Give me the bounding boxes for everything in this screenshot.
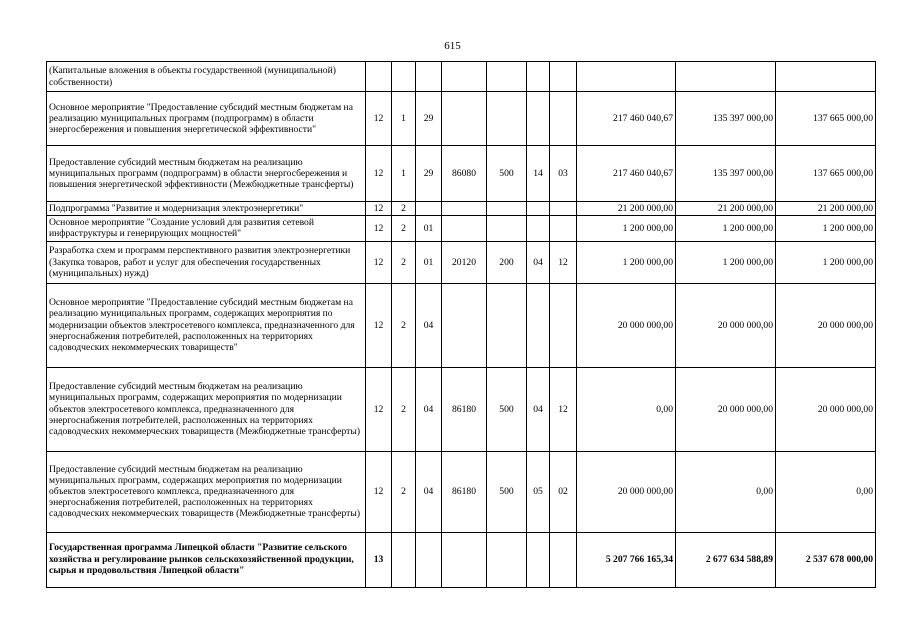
amount-year-3: 1 200 000,00 — [776, 241, 876, 283]
row-name: Предоставление субсидий местным бюджетам на реализацию муниципальных программ, содержащих мероприятия по модернизации объектов электросетевого комплекса, предназначенного для энергоснабжения потребителей, расположенных на территориях садоводческих некоммерческих товариществ (Межбюджетные трансферты) — [47, 367, 366, 451]
subprogram-code: 2 — [392, 241, 416, 283]
expense-type-code: 500 — [487, 451, 527, 532]
row-name: Предоставление субсидий местным бюджетам на реализацию муниципальных программ (подпрограмм) в области энергосбережения и повышения энергетической эффективности (Межбюджетные трансферты) — [47, 146, 366, 202]
amount-year-1: 20 000 000,00 — [577, 451, 676, 532]
table-row — [47, 367, 876, 451]
section-code — [527, 62, 550, 92]
amount-year-1: 20 000 000,00 — [577, 283, 676, 367]
expense-type-code — [487, 216, 527, 241]
section-code — [527, 202, 550, 216]
subsection-code — [550, 283, 577, 367]
expense-type-code: 500 — [487, 146, 527, 202]
section-code — [527, 216, 550, 241]
table-row — [47, 92, 876, 146]
subprogram-code: 1 — [392, 92, 416, 146]
program-code: 12 — [366, 216, 392, 241]
subsection-code: 12 — [550, 241, 577, 283]
table-row — [47, 241, 876, 283]
row-name: Основное мероприятие "Создание условий для развития сетевой инфраструктуры и генерирующих мощностей" — [47, 216, 366, 241]
expense-type-code: 500 — [487, 367, 527, 451]
row-name: Разработка схем и программ перспективного развития электроэнергетики (Закупка товаров, работ и услуг для обеспечения государственных (муниципальных) нужд) — [47, 241, 366, 283]
direction-code — [442, 62, 487, 92]
section-code: 05 — [527, 451, 550, 532]
direction-code — [442, 202, 487, 216]
table-row — [47, 146, 876, 202]
section-code: 04 — [527, 241, 550, 283]
direction-code — [442, 532, 487, 587]
expense-type-code: 200 — [487, 241, 527, 283]
event-code: 04 — [416, 367, 442, 451]
program-code — [366, 62, 392, 92]
amount-year-3: 1 200 000,00 — [776, 216, 876, 241]
event-code: 04 — [416, 451, 442, 532]
section-code — [527, 283, 550, 367]
amount-year-3: 2 537 678 000,00 — [776, 532, 876, 587]
subsection-code — [550, 216, 577, 241]
table-row — [47, 216, 876, 241]
subprogram-code — [392, 62, 416, 92]
direction-code: 86180 — [442, 451, 487, 532]
budget-table — [46, 61, 876, 588]
amount-year-2: 0,00 — [676, 451, 776, 532]
subprogram-code: 2 — [392, 283, 416, 367]
program-code: 12 — [366, 241, 392, 283]
section-code: 04 — [527, 367, 550, 451]
event-code: 04 — [416, 283, 442, 367]
amount-year-2: 20 000 000,00 — [676, 367, 776, 451]
expense-type-code — [487, 283, 527, 367]
amount-year-2: 135 397 000,00 — [676, 92, 776, 146]
expense-type-code — [487, 532, 527, 587]
subsection-code — [550, 62, 577, 92]
subsection-code: 02 — [550, 451, 577, 532]
program-code: 12 — [366, 92, 392, 146]
section-code: 14 — [527, 146, 550, 202]
expense-type-code — [487, 202, 527, 216]
subsection-code: 12 — [550, 367, 577, 451]
section-code — [527, 532, 550, 587]
subsection-code — [550, 202, 577, 216]
direction-code: 86080 — [442, 146, 487, 202]
expense-type-code — [487, 92, 527, 146]
program-code: 12 — [366, 283, 392, 367]
subprogram-code: 1 — [392, 146, 416, 202]
amount-year-1: 1 200 000,00 — [577, 216, 676, 241]
event-code: 01 — [416, 241, 442, 283]
row-name: Основное мероприятие "Предоставление субсидий местным бюджетам на реализацию муниципальных программ (подпрограмм) в области энергосбережения и повышения энергетической эффективности" — [47, 92, 366, 146]
amount-year-2: 20 000 000,00 — [676, 283, 776, 367]
expense-type-code — [487, 62, 527, 92]
subsection-code — [550, 92, 577, 146]
direction-code — [442, 92, 487, 146]
event-code: 01 — [416, 216, 442, 241]
direction-code: 20120 — [442, 241, 487, 283]
program-code: 12 — [366, 202, 392, 216]
amount-year-3: 21 200 000,00 — [776, 202, 876, 216]
amount-year-2 — [676, 62, 776, 92]
event-code — [416, 62, 442, 92]
event-code: 29 — [416, 146, 442, 202]
amount-year-2: 2 677 634 588,89 — [676, 532, 776, 587]
amount-year-3: 20 000 000,00 — [776, 283, 876, 367]
amount-year-3 — [776, 62, 876, 92]
table-body — [47, 62, 876, 588]
program-code: 12 — [366, 451, 392, 532]
section-code — [527, 92, 550, 146]
direction-code — [442, 216, 487, 241]
amount-year-2: 1 200 000,00 — [676, 216, 776, 241]
row-name: Подпрограмма "Развитие и модернизация электроэнергетики" — [47, 202, 366, 216]
subprogram-code: 2 — [392, 216, 416, 241]
event-code — [416, 532, 442, 587]
direction-code — [442, 283, 487, 367]
amount-year-2: 1 200 000,00 — [676, 241, 776, 283]
amount-year-1: 21 200 000,00 — [577, 202, 676, 216]
row-name: Основное мероприятие "Предоставление субсидий местным бюджетам на реализацию муниципальных программ, содержащих мероприятия по модернизации объектов электросетевого комплекса, предназначенного для энергоснабжения потребителей, расположенных на территориях садоводческих некоммерческих товариществ" — [47, 283, 366, 367]
program-code: 12 — [366, 146, 392, 202]
table-row — [47, 451, 876, 532]
amount-year-2: 21 200 000,00 — [676, 202, 776, 216]
amount-year-1: 0,00 — [577, 367, 676, 451]
amount-year-3: 20 000 000,00 — [776, 367, 876, 451]
amount-year-1: 1 200 000,00 — [577, 241, 676, 283]
subprogram-code: 2 — [392, 367, 416, 451]
event-code — [416, 202, 442, 216]
subsection-code — [550, 532, 577, 587]
subprogram-code: 2 — [392, 451, 416, 532]
program-code: 13 — [366, 532, 392, 587]
table-row — [47, 532, 876, 587]
amount-year-3: 0,00 — [776, 451, 876, 532]
amount-year-1: 5 207 766 165,34 — [577, 532, 676, 587]
amount-year-1: 217 460 040,67 — [577, 92, 676, 146]
amount-year-1: 217 460 040,67 — [577, 146, 676, 202]
table-row — [47, 202, 876, 216]
row-name: Предоставление субсидий местным бюджетам на реализацию муниципальных программ, содержащих мероприятия по модернизации объектов электросетевого комплекса, предназначенного для энергоснабжения потребителей, расположенных на территориях садоводческих некоммерческих товариществ (Межбюджетные трансферты) — [47, 451, 366, 532]
program-code: 12 — [366, 367, 392, 451]
subsection-code: 03 — [550, 146, 577, 202]
page-number: 615 — [444, 40, 461, 52]
subprogram-code: 2 — [392, 202, 416, 216]
row-name: (Капитальные вложения в объекты государственной (муниципальной) собственности) — [47, 62, 366, 92]
direction-code: 86180 — [442, 367, 487, 451]
event-code: 29 — [416, 92, 442, 146]
row-name: Государственная программа Липецкой области "Развитие сельского хозяйства и регулирование рынков сельскохозяйственной продукции, сырья и продовольствия Липецкой области" — [47, 532, 366, 587]
table-row — [47, 283, 876, 367]
amount-year-1 — [577, 62, 676, 92]
subprogram-code — [392, 532, 416, 587]
amount-year-3: 137 665 000,00 — [776, 92, 876, 146]
amount-year-3: 137 665 000,00 — [776, 146, 876, 202]
table-row — [47, 62, 876, 92]
amount-year-2: 135 397 000,00 — [676, 146, 776, 202]
